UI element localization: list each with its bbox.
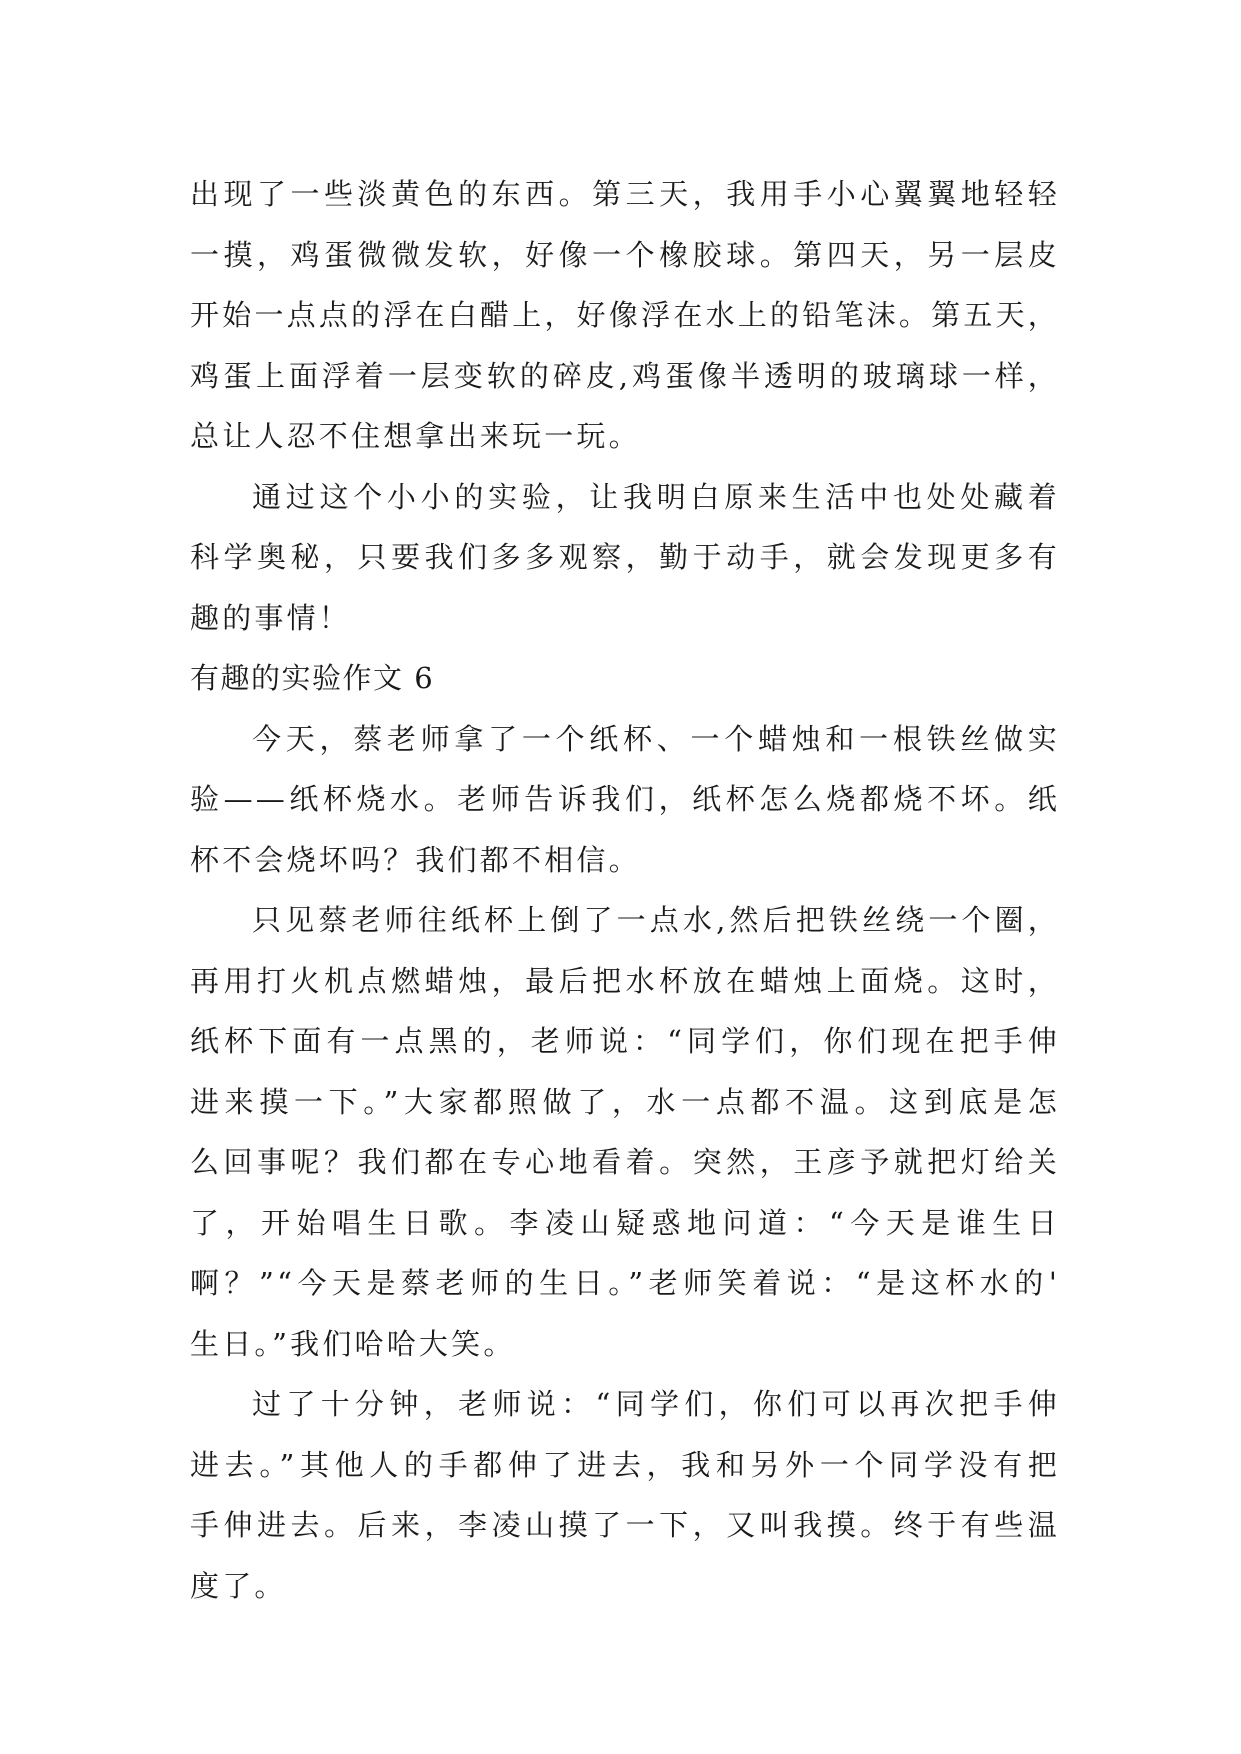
text-line: 今天，蔡老师拿了一个纸杯、一个蜡烛和一根铁丝做实 xyxy=(252,721,1060,756)
section-heading: 有趣的实验作文 6 xyxy=(190,661,435,695)
paragraph-4 xyxy=(190,890,1060,1374)
text-line: 进去。”其他人的手都伸了进去，我和另外一个同学没有把 xyxy=(190,1447,1060,1482)
text-line: 了，开始唱生日歌。李凌山疑惑地问道：“今天是谁生日 xyxy=(190,1205,1060,1240)
text-line: 科学奥秘，只要我们多多观察，勤于动手，就会发现更多有 xyxy=(190,540,1060,574)
text-line: 鸡蛋上面浮着一层变软的碎皮,鸡蛋像半透明的玻璃球一样， xyxy=(190,358,1060,393)
text-line: 出现了一些淡黄色的东西。第三天，我用手小心翼翼地轻轻 xyxy=(190,177,1060,211)
text-line: 手伸进去。后来，李凌山摸了一下，又叫我摸。终于有些温 xyxy=(190,1508,1060,1542)
text-line: 么回事呢？我们都在专心地看着。突然，王彦予就把灯给关 xyxy=(190,1145,1060,1179)
paragraph-2 xyxy=(190,467,1060,649)
text-line: 总让人忍不住想拿出来玩一玩。 xyxy=(190,419,641,453)
paragraph-1 xyxy=(190,164,1060,467)
text-line: 进来摸一下。”大家都照做了，水一点都不温。这到底是怎 xyxy=(190,1084,1060,1119)
text-line: 纸杯下面有一点黑的，老师说：“同学们，你们现在把手伸 xyxy=(190,1024,1060,1058)
text-line: 生日。”我们哈哈大笑。 xyxy=(190,1326,516,1361)
text-line: 趣的事情！ xyxy=(190,600,352,635)
text-line: 啊？”“今天是蔡老师的生日。”老师笑着说：“是这杯水的' xyxy=(190,1266,1060,1300)
paragraph-5 xyxy=(190,1374,1060,1616)
text-line: 通过这个小小的实验，让我明白原来生活中也处处藏着 xyxy=(252,479,1060,514)
text-line: 过了十分钟，老师说：“同学们，你们可以再次把手伸 xyxy=(252,1387,1060,1421)
text-line: 开始一点点的浮在白醋上，好像浮在水上的铅笔沫。第五天， xyxy=(190,298,1060,332)
document-body xyxy=(190,164,1060,1616)
text-line: 只见蔡老师往纸杯上倒了一点水,然后把铁丝绕一个圈， xyxy=(252,903,1060,937)
text-line: 度了。 xyxy=(190,1568,287,1603)
paragraph-3 xyxy=(190,709,1060,891)
text-line: 验——纸杯烧水。老师告诉我们，纸杯怎么烧都烧不坏。纸 xyxy=(190,782,1060,816)
text-line: 再用打火机点燃蜡烛，最后把水杯放在蜡烛上面烧。这时， xyxy=(190,963,1060,998)
text-line: 一摸，鸡蛋微微发软，好像一个橡胶球。第四天，另一层皮 xyxy=(190,237,1060,272)
text-line: 杯不会烧坏吗？我们都不相信。 xyxy=(190,842,641,877)
